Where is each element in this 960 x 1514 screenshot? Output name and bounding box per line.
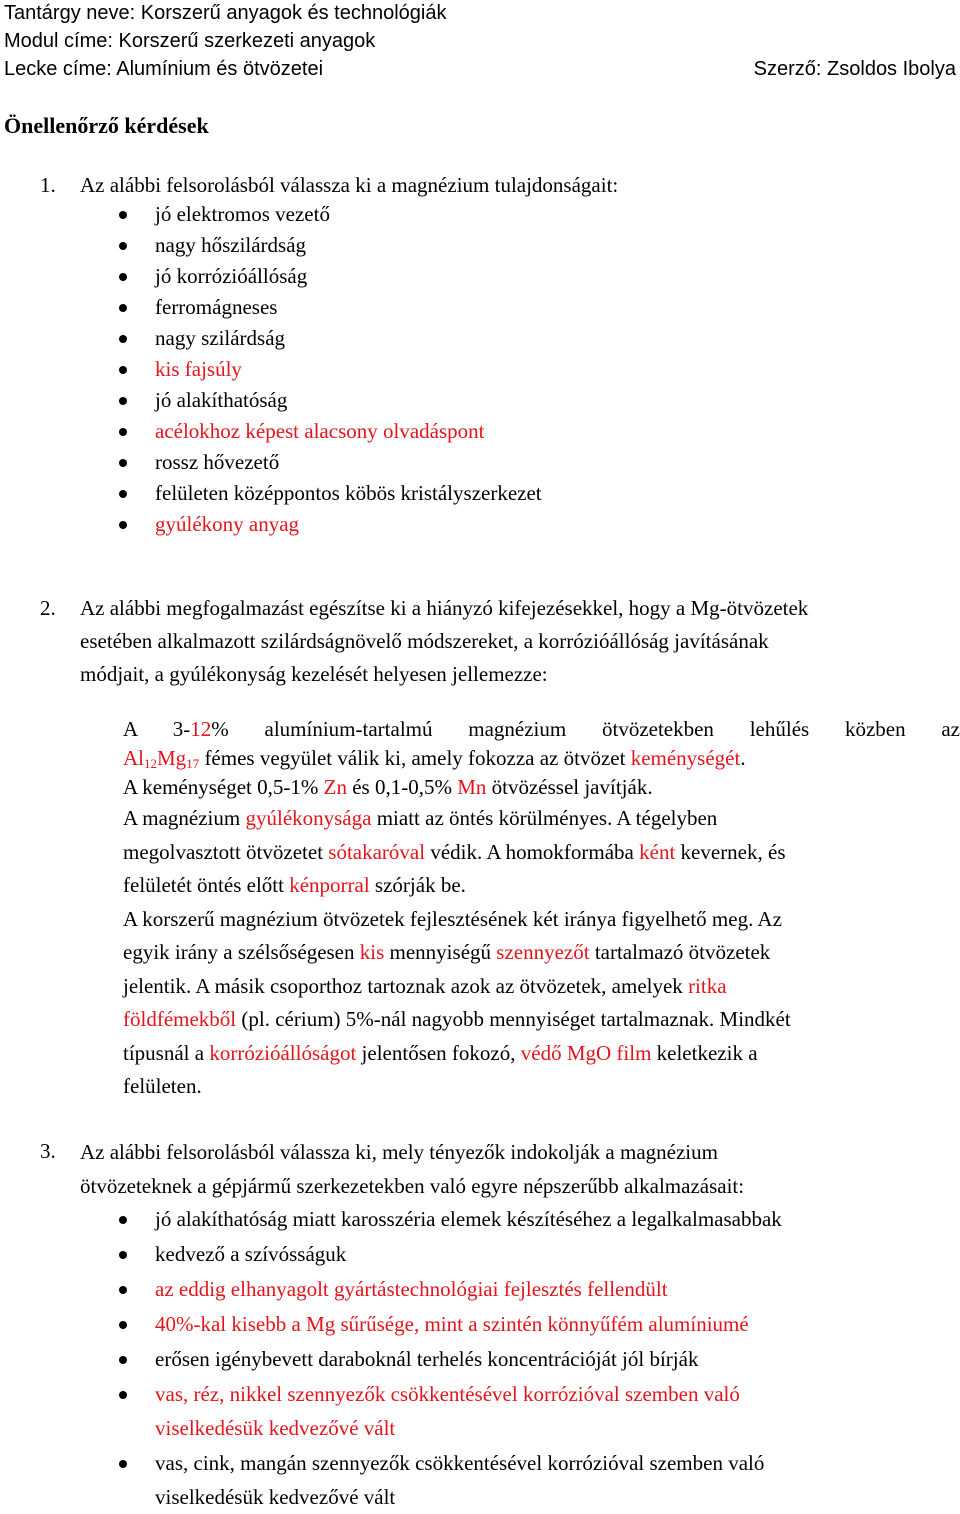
answer-blank: keménységét xyxy=(630,746,741,770)
q1-option: jó alakíthatóság xyxy=(0,385,960,416)
q3-option: erősen igénybevett daraboknál terhelés koncentrációját jól bírják xyxy=(0,1342,960,1377)
answer-blank: Mn xyxy=(457,775,487,799)
subject-line: Tantárgy neve: Korszerű anyagok és technológiák xyxy=(4,2,447,24)
q2-answer-text xyxy=(123,715,960,1104)
answer-blank: $Al_{12}Mg_{17}$ xyxy=(123,746,200,771)
q1-option: rossz hővezető xyxy=(0,447,960,478)
q1-option: jó elektromos vezető xyxy=(0,199,960,230)
answer-blank: kénporral xyxy=(289,873,370,897)
q2-prompt-line: Az alábbi megfogalmazást egészítse ki a hiányzó kifejezésekkel, hogy a Mg-ötvözetek xyxy=(80,596,809,620)
q3-options xyxy=(0,1202,960,1514)
lesson-line: Lecke címe: Alumínium és ötvözetei xyxy=(4,58,324,80)
answer-blank: ritka xyxy=(688,973,727,998)
q1-number: 1. xyxy=(40,173,56,197)
answer-blank: földfémekből xyxy=(123,1007,237,1031)
q1-prompt: Az alábbi felsorolásból válassza ki a magnézium tulajdonságait: xyxy=(80,173,619,197)
q2-number: 2. xyxy=(40,596,56,620)
answer-blank: sótakaróval xyxy=(328,839,426,864)
q1-option: nagy szilárdság xyxy=(0,323,960,354)
q3-prompt xyxy=(80,1135,958,1203)
answer-blank: szennyezőt xyxy=(496,940,590,964)
answer-blank: gyúlékonysága xyxy=(245,806,372,830)
q3-option: vas, cink, mangán szennyezők csökkentésével korrózióval szemben való viselkedésük kedvezővé vált xyxy=(0,1446,960,1514)
module-line: Modul címe: Korszerű szerkezeti anyagok xyxy=(4,30,376,52)
q3-prompt-line: ötvözeteknek a gépjármű szerkezetekben való egyre népszerűbb alkalmazásait: xyxy=(80,1174,745,1198)
q2-prompt-line: esetében alkalmazott szilárdságnövelő módszereket, a korrózióállóság javításának xyxy=(80,629,769,653)
q3-option: jó alakíthatóság miatt karosszéria elemek készítéséhez a legalkalmasabbak xyxy=(0,1202,960,1237)
q3-option-correct: 40%-kal kisebb a Mg sűrűsége, mint a szintén könnyűfém alumíniumé xyxy=(0,1307,960,1342)
q3-number: 3. xyxy=(40,1139,56,1163)
answer-blank: kis xyxy=(359,940,385,964)
q3-option-correct: az eddig elhanyagolt gyártástechnológiai fejlesztés fellendült xyxy=(0,1272,960,1307)
q2-prompt xyxy=(80,592,958,691)
q1-option-correct: gyúlékony anyag xyxy=(0,509,960,540)
q1-options xyxy=(0,199,960,540)
q2-paragraph-2: A keménységet 0,5-1% Zn és 0,1-0,5% Mn ötvözéssel javítják. xyxy=(123,775,653,799)
q3-option: kedvező a szívósságuk xyxy=(0,1237,960,1272)
answer-blank: 12 xyxy=(190,717,212,741)
q1-option: felületen középpontos köbös kristályszerkezet xyxy=(0,478,960,509)
q2-prompt-line: módjait, a gyúlékonyság kezelését helyesen jellemezze: xyxy=(80,662,548,686)
answer-blank: Zn xyxy=(323,775,347,799)
q1-option-correct: acélokhoz képest alacsony olvadáspont xyxy=(0,416,960,447)
section-title: Önellenőrző kérdések xyxy=(4,113,209,138)
q1-option: ferromágneses xyxy=(0,292,960,323)
answer-blank: korrózióállóságot xyxy=(209,1040,357,1065)
q1-option: jó korrózióállóság xyxy=(0,261,960,292)
author-line: Szerző: Zsoldos Ibolya xyxy=(753,58,956,80)
q1-option: nagy hőszilárdság xyxy=(0,230,960,261)
answer-blank: ként xyxy=(639,839,676,864)
q2-paragraph-4: A korszerű magnézium ötvözetek fejlesztésének két iránya figyelhető meg. Az egyik irány a szélsőségesen kis mennyiségű szennyezőt tartalmazó ötvözetek jelentik. A másik csoporthoz tartoznak azok az ötvözetek, amelyek ritka földfémekből (pl. cérium) 5%-nál nagyobb mennyiséget tartalmaznak. Mindkét típusnál a korrózióállóságot jelentősen fokozó, védő MgO film keletkezik a felületen. xyxy=(123,906,791,1098)
q3-prompt-line: Az alábbi felsorolásból válassza ki, mely tényezők indokolják a magnézium xyxy=(80,1140,718,1164)
q1-option-correct: kis fajsúly xyxy=(0,354,960,385)
answer-blank: védő MgO film xyxy=(520,1040,652,1065)
q2-paragraph-3: A magnézium gyúlékonysága miatt az öntés körülményes. A tégelyben megolvasztott ötvözetet sótakaróval védik. A homokformába ként kevernek, és felületét öntés előtt kénporral szórják be. xyxy=(123,806,786,897)
q2-paragraph-1: A 3-12% alumínium-tartalmú magnézium ötvözetekben lehűlés közben az $Al_{12}Mg_{17}$ fémes vegyület válik ki, amely fokozza az ötvözet keménységét. xyxy=(123,717,960,771)
q3-option-correct: vas, réz, nikkel szennyezők csökkentésével korrózióval szemben való viselkedésük kedvezővé vált xyxy=(0,1377,960,1445)
